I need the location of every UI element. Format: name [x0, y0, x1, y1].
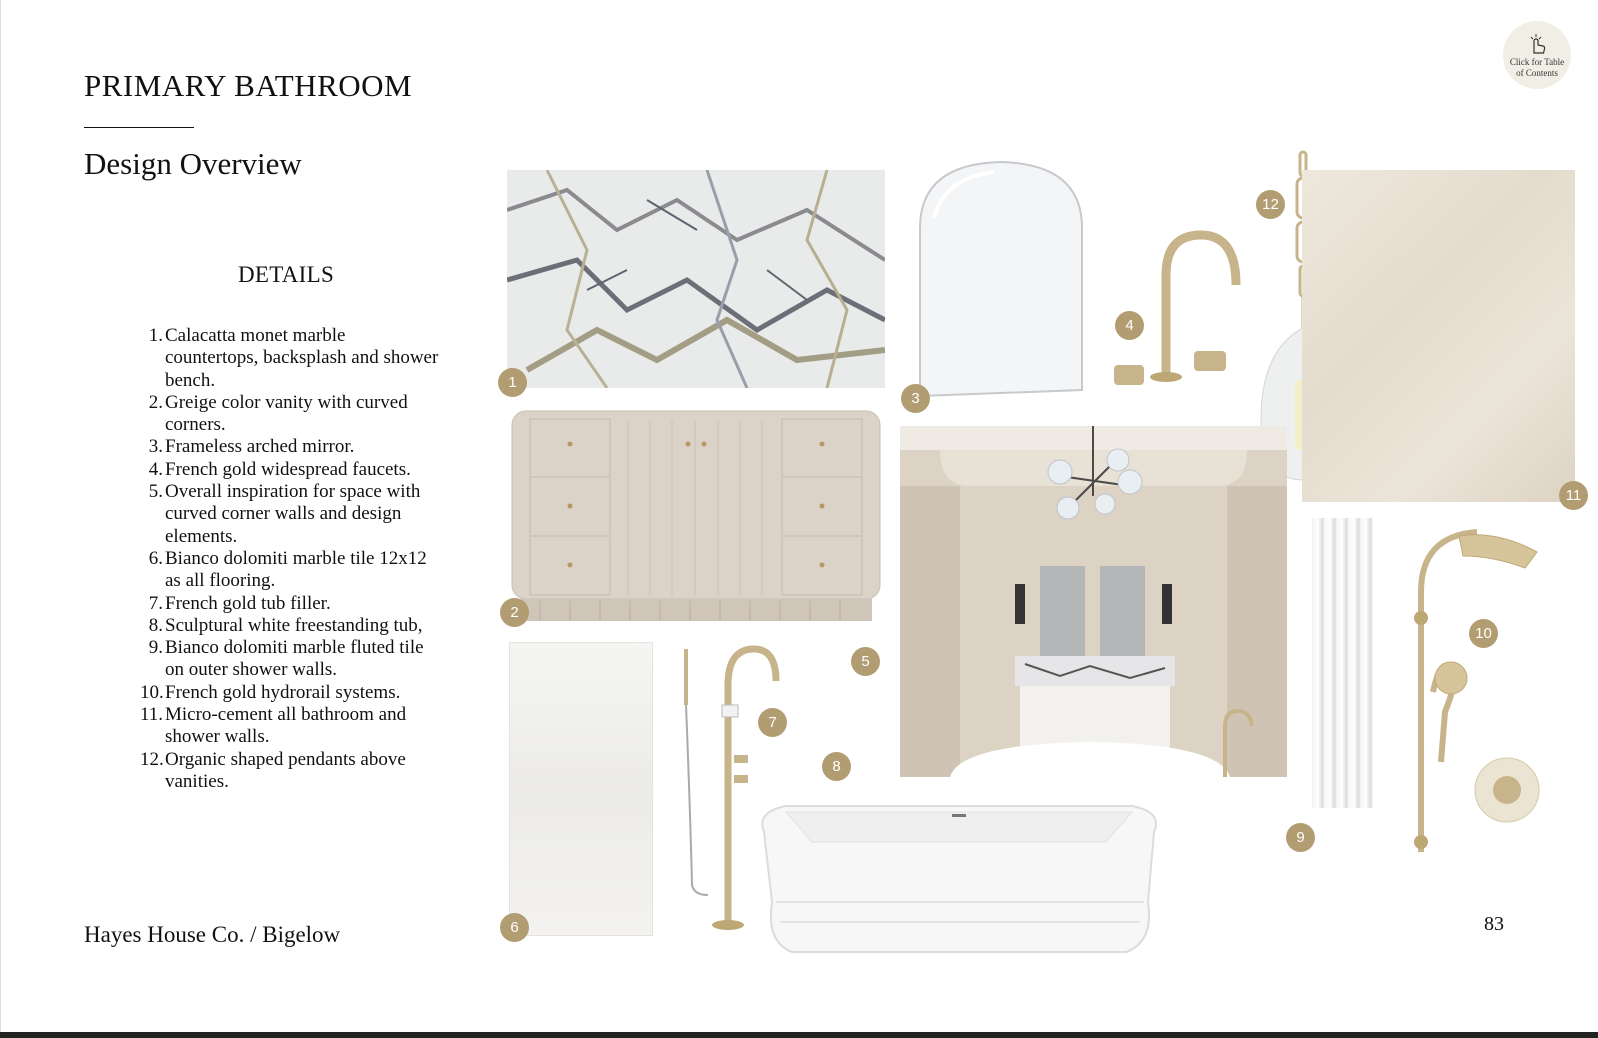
footer-text: Hayes House Co. / Bigelow [84, 922, 341, 947]
callout-badge-12: 12 [1256, 190, 1285, 219]
arched-mirror-image [914, 158, 1088, 404]
list-item: 3. Frameless arched mirror. [148, 436, 355, 458]
callout-badge-8: 8 [822, 752, 851, 781]
freestanding-tub-image [756, 792, 1163, 958]
hand-pointer-icon [1524, 31, 1550, 57]
list-item: 2. Greige color vanity with curved corners. [148, 391, 408, 436]
bottom-bar [0, 1032, 1598, 1038]
inspiration-room-image [900, 426, 1287, 777]
callout-badge-3: 3 [901, 384, 930, 413]
callout-badge-7: 7 [758, 708, 787, 737]
table-of-contents-button[interactable] [1503, 21, 1571, 89]
marble-countertop-image [507, 170, 885, 388]
list-item: 9. Bianco dolomiti marble fluted tile on outer shower walls. [148, 637, 424, 681]
list-item: 4. French gold widespread faucets. [148, 458, 411, 480]
widespread-faucet-image [1106, 225, 1256, 390]
callout-badge-10: 10 [1469, 619, 1498, 648]
callout-badge-5: 5 [851, 647, 880, 676]
list-item: 8. Sculptural white freestanding tub, [148, 614, 423, 636]
title-divider [84, 127, 194, 128]
details-heading: DETAILS [238, 262, 335, 287]
fluted-tile-swatch [1312, 518, 1373, 808]
micro-cement-swatch [1302, 170, 1575, 502]
callout-badge-11: 11 [1559, 481, 1588, 510]
callout-badge-6: 6 [500, 913, 529, 942]
list-item: 1. Calacatta monet marble countertops, backsplash and shower bench. [148, 325, 439, 391]
list-item: 5. Overall inspiration for space with curved corner walls and design elements. [148, 481, 421, 547]
dolomiti-floor-tile-swatch [509, 642, 653, 936]
list-item: 7. French gold tub filler. [148, 592, 331, 614]
callout-badge-9: 9 [1286, 823, 1315, 852]
callout-badge-4: 4 [1115, 311, 1144, 340]
page-number: 83 [1484, 913, 1504, 935]
details-list [140, 325, 440, 793]
list-item: 12. Organic shaped pendants above vanities. [140, 748, 406, 792]
toc-label: Click for Table of Contents [1509, 57, 1565, 78]
page-title: PRIMARY BATHROOM [84, 68, 413, 103]
callout-badge-2: 2 [500, 598, 529, 627]
list-item: 11. Micro-cement all bathroom and shower walls. [140, 704, 407, 748]
page-subtitle: Design Overview [84, 146, 302, 181]
list-item: 10. French gold hydrorail systems. [140, 681, 401, 703]
callout-badge-1: 1 [498, 368, 527, 397]
list-item: 6. Bianco dolomiti marble tile 12x12 as all flooring. [148, 547, 427, 592]
greige-vanity-image [510, 409, 882, 624]
hydrorail-system-image [1397, 522, 1547, 868]
